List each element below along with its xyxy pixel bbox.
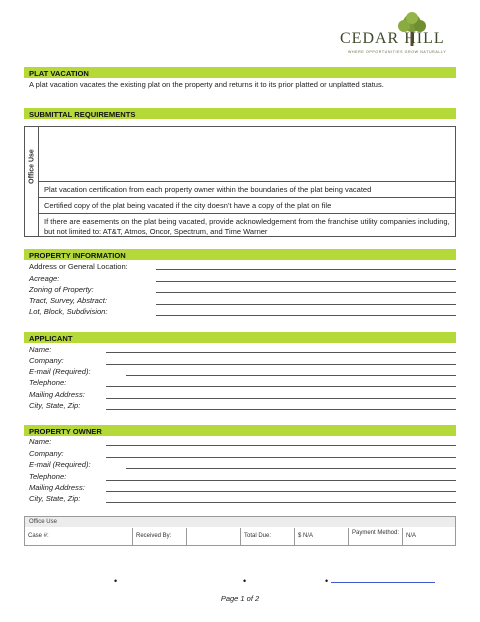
footer-dot: • [243, 576, 247, 586]
applicant-company-label: Company: [29, 356, 64, 365]
case-number-cell [25, 528, 131, 545]
property-info-heading: PROPERTY INFORMATION [24, 249, 456, 260]
property-owner-heading: PROPERTY OWNER [24, 425, 456, 436]
requirement-item: Certified copy of the plat being vacated if the city doesn’t have a copy of the plat on file [39, 197, 455, 213]
total-due-value: $ N/A [298, 533, 314, 539]
owner-name-input-line[interactable] [106, 445, 456, 446]
owner-email-label: E-mail (Required): [29, 460, 91, 469]
acreage-input-line[interactable] [156, 281, 456, 282]
owner-city-input-line[interactable] [106, 502, 456, 503]
office-use-column [25, 127, 39, 236]
plat-vacation-heading: PLAT VACATION [24, 67, 456, 78]
submittal-heading: SUBMITTAL REQUIREMENTS [24, 108, 456, 119]
total-due-label: Total Due: [244, 533, 272, 539]
case-number-label: Case #: [28, 533, 49, 539]
zoning-input-line[interactable] [156, 292, 456, 293]
acreage-label: Acreage: [29, 274, 60, 283]
owner-telephone-label: Telephone: [29, 472, 67, 481]
logo-tagline: WHERE OPPORTUNITIES GROW NATURALLY [348, 50, 447, 54]
lot-block-label: Lot, Block, Subdivision: [29, 307, 108, 316]
owner-company-label: Company: [29, 449, 64, 458]
owner-email-input-line[interactable] [126, 468, 456, 469]
owner-mailing-input-line[interactable] [106, 491, 456, 492]
address-input-line[interactable] [156, 269, 456, 270]
office-use-label: Office Use [28, 149, 36, 184]
plat-vacation-description: A plat vacation vacates the existing plat on the property and returns it to its prior platted or unplatted status. [29, 80, 384, 89]
payment-method-value: N/A [406, 533, 417, 539]
logo-wordmark: CEDAR HILL [340, 30, 445, 47]
applicant-company-input-line[interactable] [106, 364, 456, 365]
address-label: Address or General Location: [29, 262, 128, 271]
submittal-requirements-table [24, 126, 456, 237]
office-use-row [25, 528, 455, 545]
office-use-box [24, 516, 456, 546]
payment-method-label-cell [348, 528, 402, 545]
owner-name-label: Name: [29, 437, 52, 446]
applicant-email-label: E-mail (Required): [29, 367, 91, 376]
lot-block-input-line[interactable] [156, 315, 456, 316]
applicant-city-label: City, State, Zip: [29, 401, 81, 410]
page-number: Page 1 of 2 [220, 594, 260, 603]
office-use-heading: Office Use [25, 517, 455, 527]
applicant-mailing-input-line[interactable] [106, 398, 456, 399]
footer-dot: • [114, 576, 118, 586]
applicant-email-input-line[interactable] [126, 375, 456, 376]
received-by-label: Received By: [136, 533, 172, 539]
applicant-heading: APPLICANT [24, 332, 456, 343]
applicant-mailing-label: Mailing Address: [29, 390, 85, 399]
received-by-label-cell [132, 528, 186, 545]
requirement-item: If there are easements on the plat being vacated, provide acknowledgement from the franchise utility companies including, but not limited to: AT&T, Atmos, Oncor, Spectrum, and Time Warner [39, 213, 455, 236]
owner-city-label: City, State, Zip: [29, 494, 81, 503]
applicant-name-input-line[interactable] [106, 352, 456, 353]
footer-link-line [331, 582, 435, 583]
payment-method-label: Payment Method: [352, 530, 400, 536]
requirement-item: Plat vacation certification from each property owner within the boundaries of the plat being vacated [39, 181, 455, 197]
tract-label: Tract, Survey, Abstract: [29, 296, 107, 305]
owner-mailing-label: Mailing Address: [29, 483, 85, 492]
cedar-hill-logo [340, 12, 460, 56]
zoning-label: Zoning of Property: [29, 285, 94, 294]
footer-dot: • [325, 576, 329, 586]
applicant-name-label: Name: [29, 345, 52, 354]
applicant-telephone-label: Telephone: [29, 378, 67, 387]
applicant-telephone-input-line[interactable] [106, 386, 456, 387]
total-due-label-cell [240, 528, 294, 545]
received-by-value-cell [186, 528, 240, 545]
owner-telephone-input-line[interactable] [106, 480, 456, 481]
applicant-city-input-line[interactable] [106, 409, 456, 410]
total-due-value-cell [294, 528, 348, 545]
owner-company-input-line[interactable] [106, 457, 456, 458]
payment-method-value-cell [402, 528, 455, 545]
tract-input-line[interactable] [156, 304, 456, 305]
